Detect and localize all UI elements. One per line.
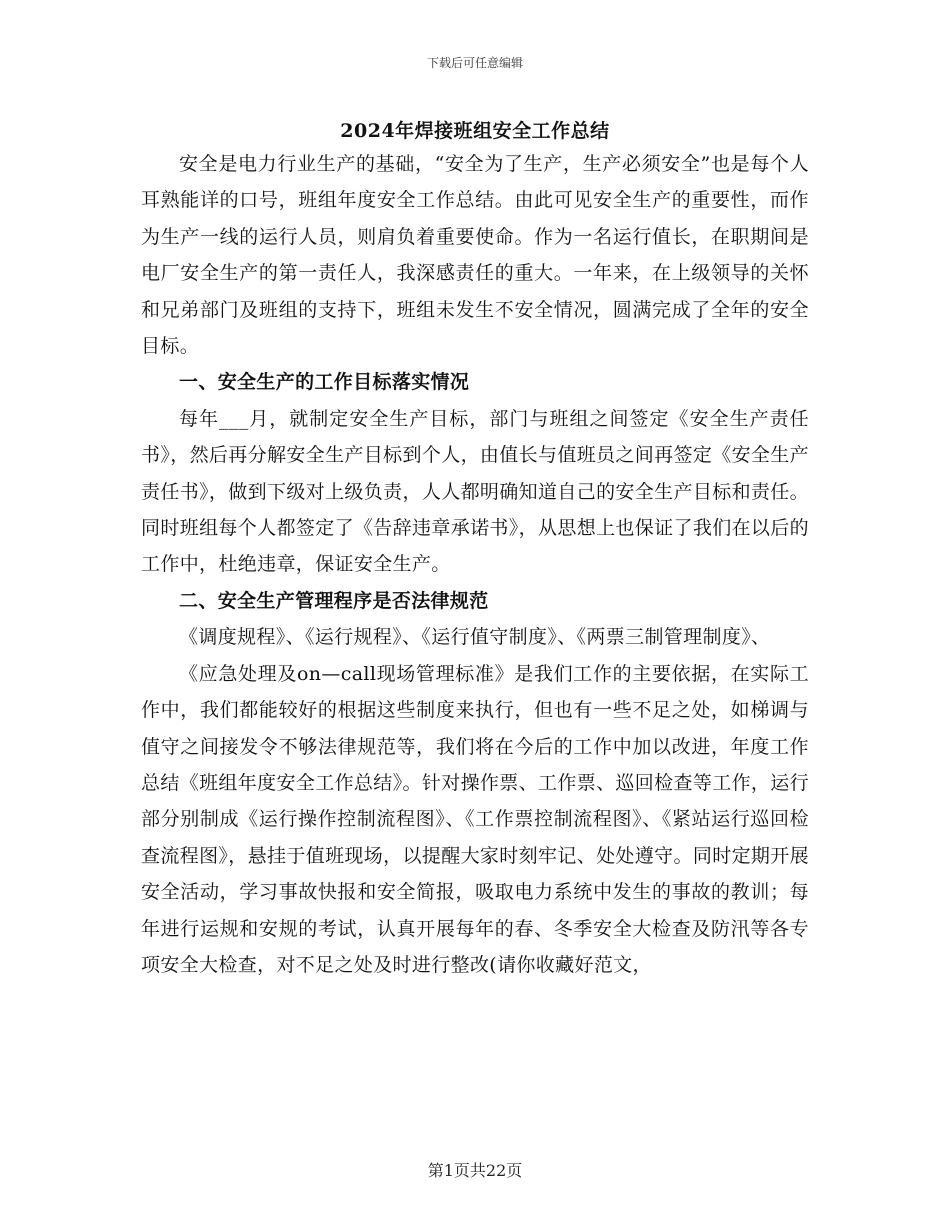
section-heading-1: 一、安全生产的工作目标落实情况 bbox=[179, 371, 470, 394]
paragraph-intro: 安全是电力行业生产的基础，“安全为了生产，生产必须安全”也是每个人耳熟能详的口号，班组年度安全工作总结。由此可见安全生产的重要性，而作为生产一线的运行人员，则肩负着重要使命。作为一名运行值长，在职期间是电厂安全生产的第一责任人，我深感责任的重大。一年来，在上级领导的关怀和兄弟部门及班组的支持下，班组未发生不安全情况，圆满完成了全年的安全目标。 bbox=[141, 153, 809, 358]
document-title: 2024年焊接班组安全工作总结 bbox=[340, 120, 610, 142]
paragraph-section-2: 《应急处理及on—call现场管理标准》是我们工作的主要依据，在实际工作中，我们都能较好的根据这些制度来执行，但也有一些不足之处，如梯调与值守之间接发令不够法律规范等，我们将在今后的工作中加以改进，年度工作总结《班组年度安全工作总结》。针对操作票、工作票、巡回检查等工作，运行部分别制成《运行操作控制流程图》、《工作票控制流程图》、《紧站运行巡回检查流程图》，悬挂于值班现场，以提醒大家时刻牢记、处处遵守。同时定期开展安全活动，学习事故快报和安全简报，吸取电力系统中发生的事故的教训；每年进行运规和安规的考试，认真开展每年的春、冬季安全大检查及防汛等各专项安全大检查，对不足之处及时进行整改(请你收藏好范文， bbox=[141, 662, 809, 976]
page-number: 第1页共22页 bbox=[427, 1161, 523, 1180]
paragraph-regulations-list: 《调度规程》、《运行规程》、《运行值守制度》、《两票三制管理制度》、 bbox=[179, 626, 771, 649]
document-body bbox=[141, 146, 809, 983]
header-note: 下载后可任意编辑 bbox=[426, 56, 523, 70]
section-heading-2: 二、安全生产管理程序是否法律规范 bbox=[179, 589, 489, 612]
paragraph-section-1: 每年___月，就制定安全生产目标，部门与班组之间签定《安全生产责任书》，然后再分解安全生产目标到个人，由值长与值班员之间再签定《安全生产责任书》，做到下级对上级负责，人人都明确知道自己的安全生产目标和责任。同时班组每个人都签定了《告辞违章承诺书》，从思想上也保证了我们在以后的工作中，杜绝违章，保证安全生产。 bbox=[141, 407, 809, 576]
